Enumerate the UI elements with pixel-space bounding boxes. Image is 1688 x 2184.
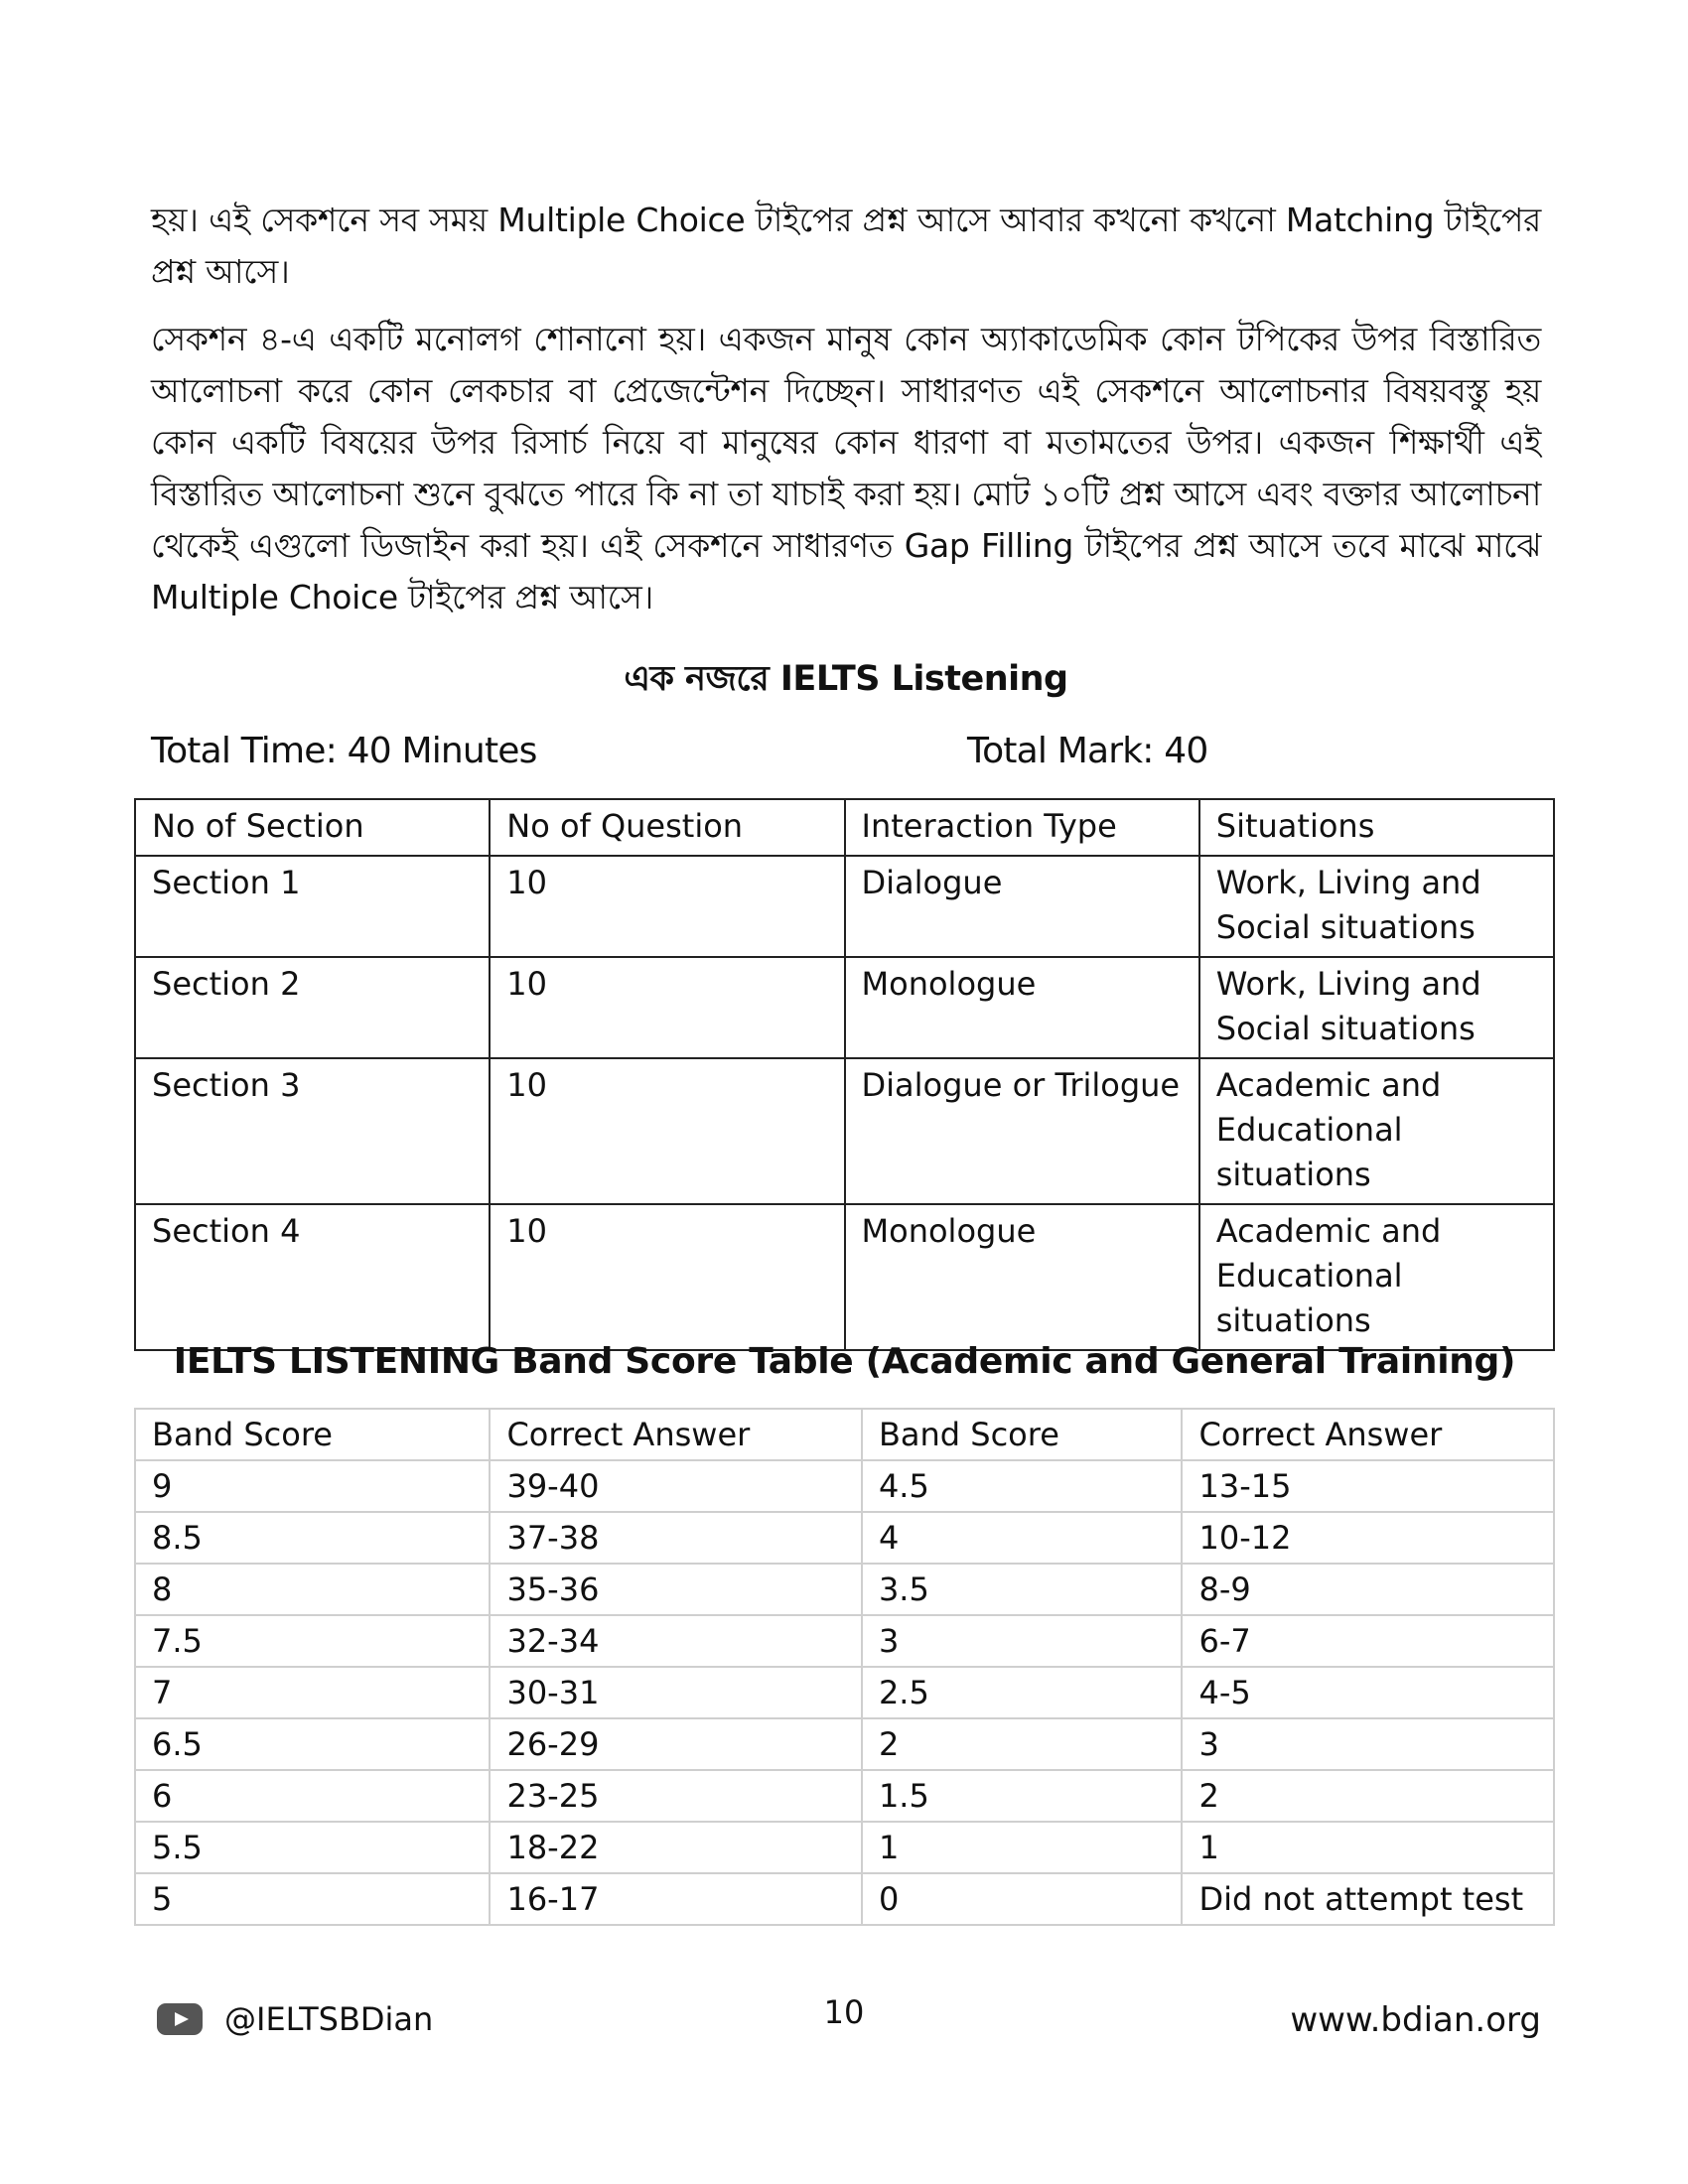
table-cell: 23-25 [490, 1770, 861, 1822]
table-cell: Section 1 [135, 856, 490, 957]
table-row [135, 1822, 1554, 1873]
table-cell: 2 [862, 1718, 1183, 1770]
table-cell: Work, Living and Social situations [1199, 957, 1554, 1058]
table-row [135, 957, 1554, 1058]
table-header-cell: Interaction Type [845, 799, 1199, 856]
table-cell: 3.5 [862, 1564, 1183, 1615]
page-content [151, 195, 1541, 1918]
table-cell: 39-40 [490, 1460, 861, 1512]
table-header-cell: No of Question [490, 799, 844, 856]
table-row [135, 1058, 1554, 1204]
table-cell: Section 3 [135, 1058, 490, 1204]
total-mark: Total Mark: 40 [967, 731, 1208, 771]
table-cell: Academic and Educational situations [1199, 1058, 1554, 1204]
paragraph: হয়। এই সেকশনে সব সময় Multiple Choice টাইপের প্রশ্ন আসে আবার কখনো কখনো Matching টাইপের প্রশ্ন আসে। [151, 201, 1541, 291]
listening-overview-table [134, 798, 1555, 1351]
table-row [135, 1615, 1554, 1667]
band-score-table [134, 1408, 1555, 1926]
table-header-cell: Band Score [862, 1409, 1183, 1460]
table-cell: 0 [862, 1873, 1183, 1925]
table-cell: 7.5 [135, 1615, 490, 1667]
table-header-cell: Correct Answer [490, 1409, 861, 1460]
table-cell: 16-17 [490, 1873, 861, 1925]
table-row [135, 856, 1554, 957]
table-cell: 4.5 [862, 1460, 1183, 1512]
footer-social [157, 2000, 433, 2038]
table-header-row [135, 799, 1554, 856]
table-cell: 18-22 [490, 1822, 861, 1873]
table-cell: 6-7 [1182, 1615, 1554, 1667]
table-row [135, 1512, 1554, 1564]
table-cell: 10 [490, 856, 844, 957]
table-cell: 10-12 [1182, 1512, 1554, 1564]
table-cell: 5 [135, 1873, 490, 1925]
table-cell: 2.5 [862, 1667, 1183, 1718]
table-cell: Did not attempt test [1182, 1873, 1554, 1925]
table-cell: Monologue [845, 957, 1199, 1058]
table-cell: 4-5 [1182, 1667, 1554, 1718]
table-cell: 26-29 [490, 1718, 861, 1770]
table-row [135, 1460, 1554, 1512]
table-cell: 37-38 [490, 1512, 861, 1564]
total-time: Total Time: 40 Minutes [151, 731, 537, 771]
table-cell: 13-15 [1182, 1460, 1554, 1512]
table-cell: Dialogue or Trilogue [845, 1058, 1199, 1204]
table-header-cell: No of Section [135, 799, 490, 856]
table-cell: 35-36 [490, 1564, 861, 1615]
website-url: www.bdian.org [1290, 2000, 1541, 2040]
table-cell: 1 [862, 1822, 1183, 1873]
table-cell: Dialogue [845, 856, 1199, 957]
table-cell: 6 [135, 1770, 490, 1822]
table-cell: 9 [135, 1460, 490, 1512]
table-header-row [135, 1409, 1554, 1460]
table-cell: 7 [135, 1667, 490, 1718]
paragraph: সেকশন ৪-এ একটি মনোলগ শোনানো হয়। একজন মানুষ কোন অ্যাকাডেমিক কোন টপিকের উপর বিস্তারিত আলোচনা করে কোন লেকচার বা প্রেজেন্টেশন দিচ্ছেন। সাধারণত এই সেকশনে আলোচনার বিষয়বস্তু হয় কোন একটি বিষয়ের উপর রিসার্চ নিয়ে বা মানুষের কোন ধারণা বা মতামতের উপর। একজন শিক্ষার্থী এই বিস্তারিত আলোচনা শুনে বুঝতে পারে কি না তা যাচাই করা হয়। মোট ১০টি প্রশ্ন আসে এবং বক্তার আলোচনা থেকেই এগুলো ডিজাইন করা হয়। এই সেকশনে সাধারণত Gap Filling টাইপের প্রশ্ন আসে তবে মাঝে মাঝে Multiple Choice টাইপের প্রশ্ন আসে। [151, 320, 1541, 616]
table-row [135, 1564, 1554, 1615]
page-number: 10 [823, 1993, 865, 2031]
table-cell: 3 [1182, 1718, 1554, 1770]
table-cell: 10 [490, 957, 844, 1058]
table-cell: 8-9 [1182, 1564, 1554, 1615]
table-cell: 8 [135, 1564, 490, 1615]
glance-title: এক নজরে IELTS Listening [624, 659, 1068, 699]
table-cell: Work, Living and Social situations [1199, 856, 1554, 957]
table-cell: 1 [1182, 1822, 1554, 1873]
table-row [135, 1204, 1554, 1350]
table-cell: 30-31 [490, 1667, 861, 1718]
table-cell: 1.5 [862, 1770, 1183, 1822]
table-cell: 4 [862, 1512, 1183, 1564]
table-cell: 10 [490, 1204, 844, 1350]
table-header-cell: Correct Answer [1182, 1409, 1554, 1460]
youtube-icon [157, 2003, 203, 2035]
table-cell: 8.5 [135, 1512, 490, 1564]
table-cell: 2 [1182, 1770, 1554, 1822]
band-score-title: IELTS LISTENING Band Score Table (Academic and General Training) [173, 1341, 1516, 1382]
table-cell: Section 4 [135, 1204, 490, 1350]
table-cell: 3 [862, 1615, 1183, 1667]
table-cell: Monologue [845, 1204, 1199, 1350]
table-cell: 5.5 [135, 1822, 490, 1873]
table-cell: 6.5 [135, 1718, 490, 1770]
table-cell: 32-34 [490, 1615, 861, 1667]
table-cell: Section 2 [135, 957, 490, 1058]
youtube-handle: @IELTSBDian [224, 2000, 434, 2038]
table-row [135, 1873, 1554, 1925]
table-cell: Academic and Educational situations [1199, 1204, 1554, 1350]
table-header-cell: Situations [1199, 799, 1554, 856]
table-row [135, 1667, 1554, 1718]
table-cell: 10 [490, 1058, 844, 1204]
table-row [135, 1770, 1554, 1822]
table-row [135, 1718, 1554, 1770]
table-header-cell: Band Score [135, 1409, 490, 1460]
